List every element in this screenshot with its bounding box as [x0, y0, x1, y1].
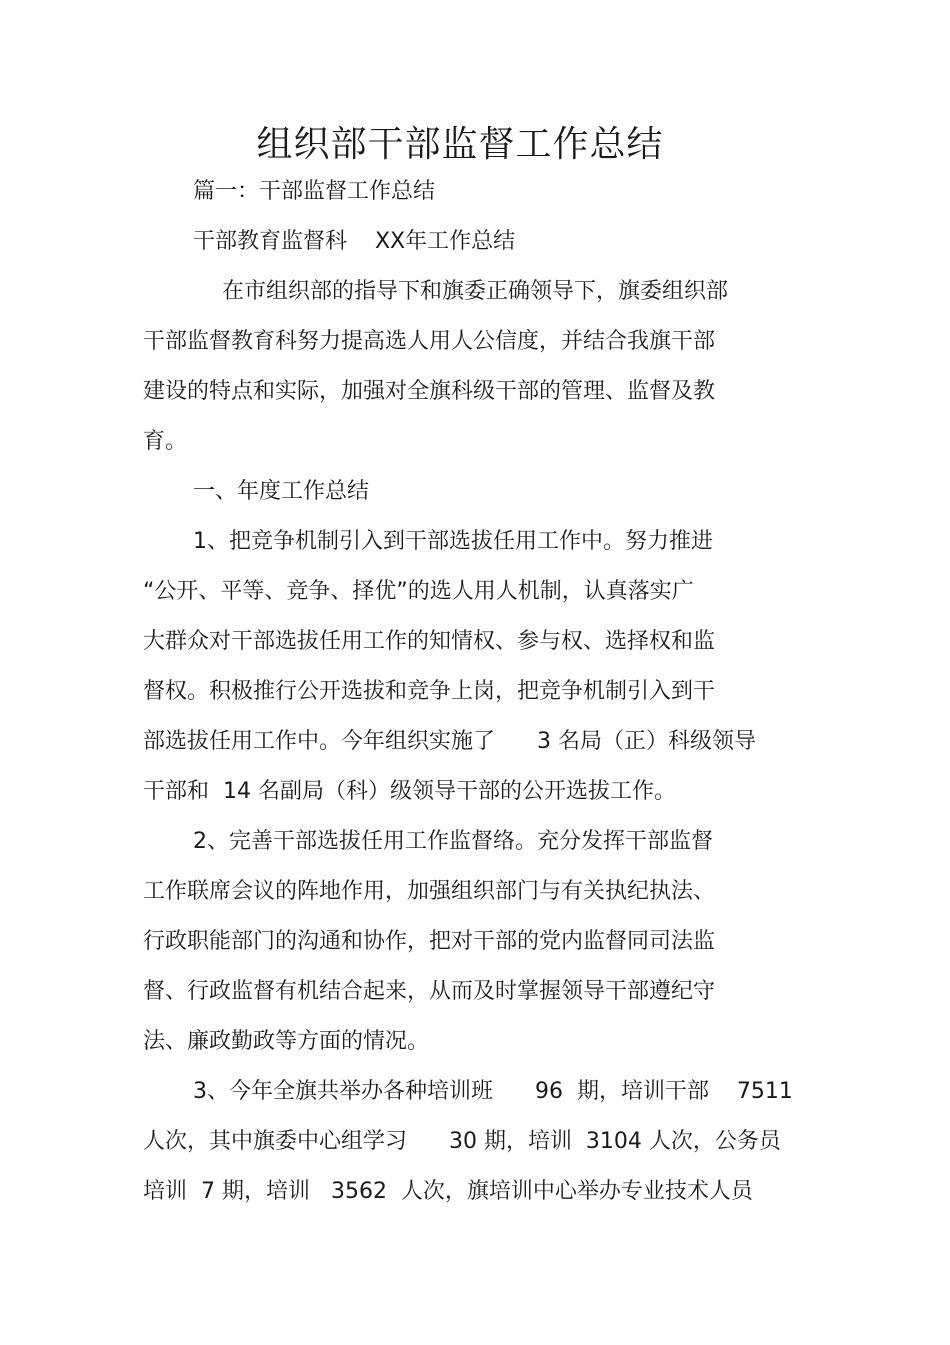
paragraph-line: 法、廉政勤政等方面的情况。	[143, 1029, 430, 1054]
paragraph-line: 2、完善干部选拔任用工作监督络。充分发挥干部监督	[193, 829, 713, 854]
paragraph-line: 1、把竞争机制引入到干部选拔任用工作中。努力推进	[193, 529, 713, 554]
section-heading: 篇一：干部监督工作总结	[193, 179, 436, 204]
paragraph-line: 育。	[143, 429, 188, 454]
subtitle-line: 干部教育监督科 XX年工作总结	[193, 229, 516, 254]
paragraph-line: 督、行政监督有机结合起来，从而及时掌握领导干部遵纪守	[143, 979, 716, 1004]
paragraph-line: 工作联席会议的阵地作用，加强组织部门与有关执纪执法、	[143, 879, 716, 904]
paragraph-line: 行政职能部门的沟通和协作，把对干部的党内监督同司法监	[143, 929, 716, 954]
paragraph-line: 督权。积极推行公开选拔和竞争上岗，把竞争机制引入到干	[143, 679, 716, 704]
paragraph-line: 在市组织部的指导下和旗委正确领导下，旗委组织部	[222, 279, 729, 304]
paragraph-line: 人次，其中旗委中心组学习 30 期，培训 3104 人次，公务员	[143, 1129, 781, 1154]
section-heading: 一、年度工作总结	[193, 479, 370, 504]
paragraph-line: 干部监督教育科努力提高选人用人公信度，并结合我旗干部	[143, 329, 716, 354]
paragraph-line: 培训 7 期，培训 3562 人次，旗培训中心举办专业技术人员	[143, 1179, 753, 1204]
paragraph-line: 建设的特点和实际，加强对全旗科级干部的管理、监督及教	[143, 379, 716, 404]
document-title: 组织部干部监督工作总结	[256, 124, 664, 165]
paragraph-line: 干部和 14 名副局（科）级领导干部的公开选拔工作。	[143, 779, 676, 804]
paragraph-line: “公开、平等、竞争、择优”的选人用人机制，认真落实广	[143, 579, 694, 604]
paragraph-line: 部选拔任用工作中。今年组织实施了 3 名局（正）科级领导	[143, 729, 756, 754]
paragraph-line: 大群众对干部选拔任用工作的知情权、参与权、选择权和监	[143, 629, 716, 654]
paragraph-line: 3、今年全旗共举办各种培训班 96 期，培训干部 7511	[193, 1079, 793, 1104]
